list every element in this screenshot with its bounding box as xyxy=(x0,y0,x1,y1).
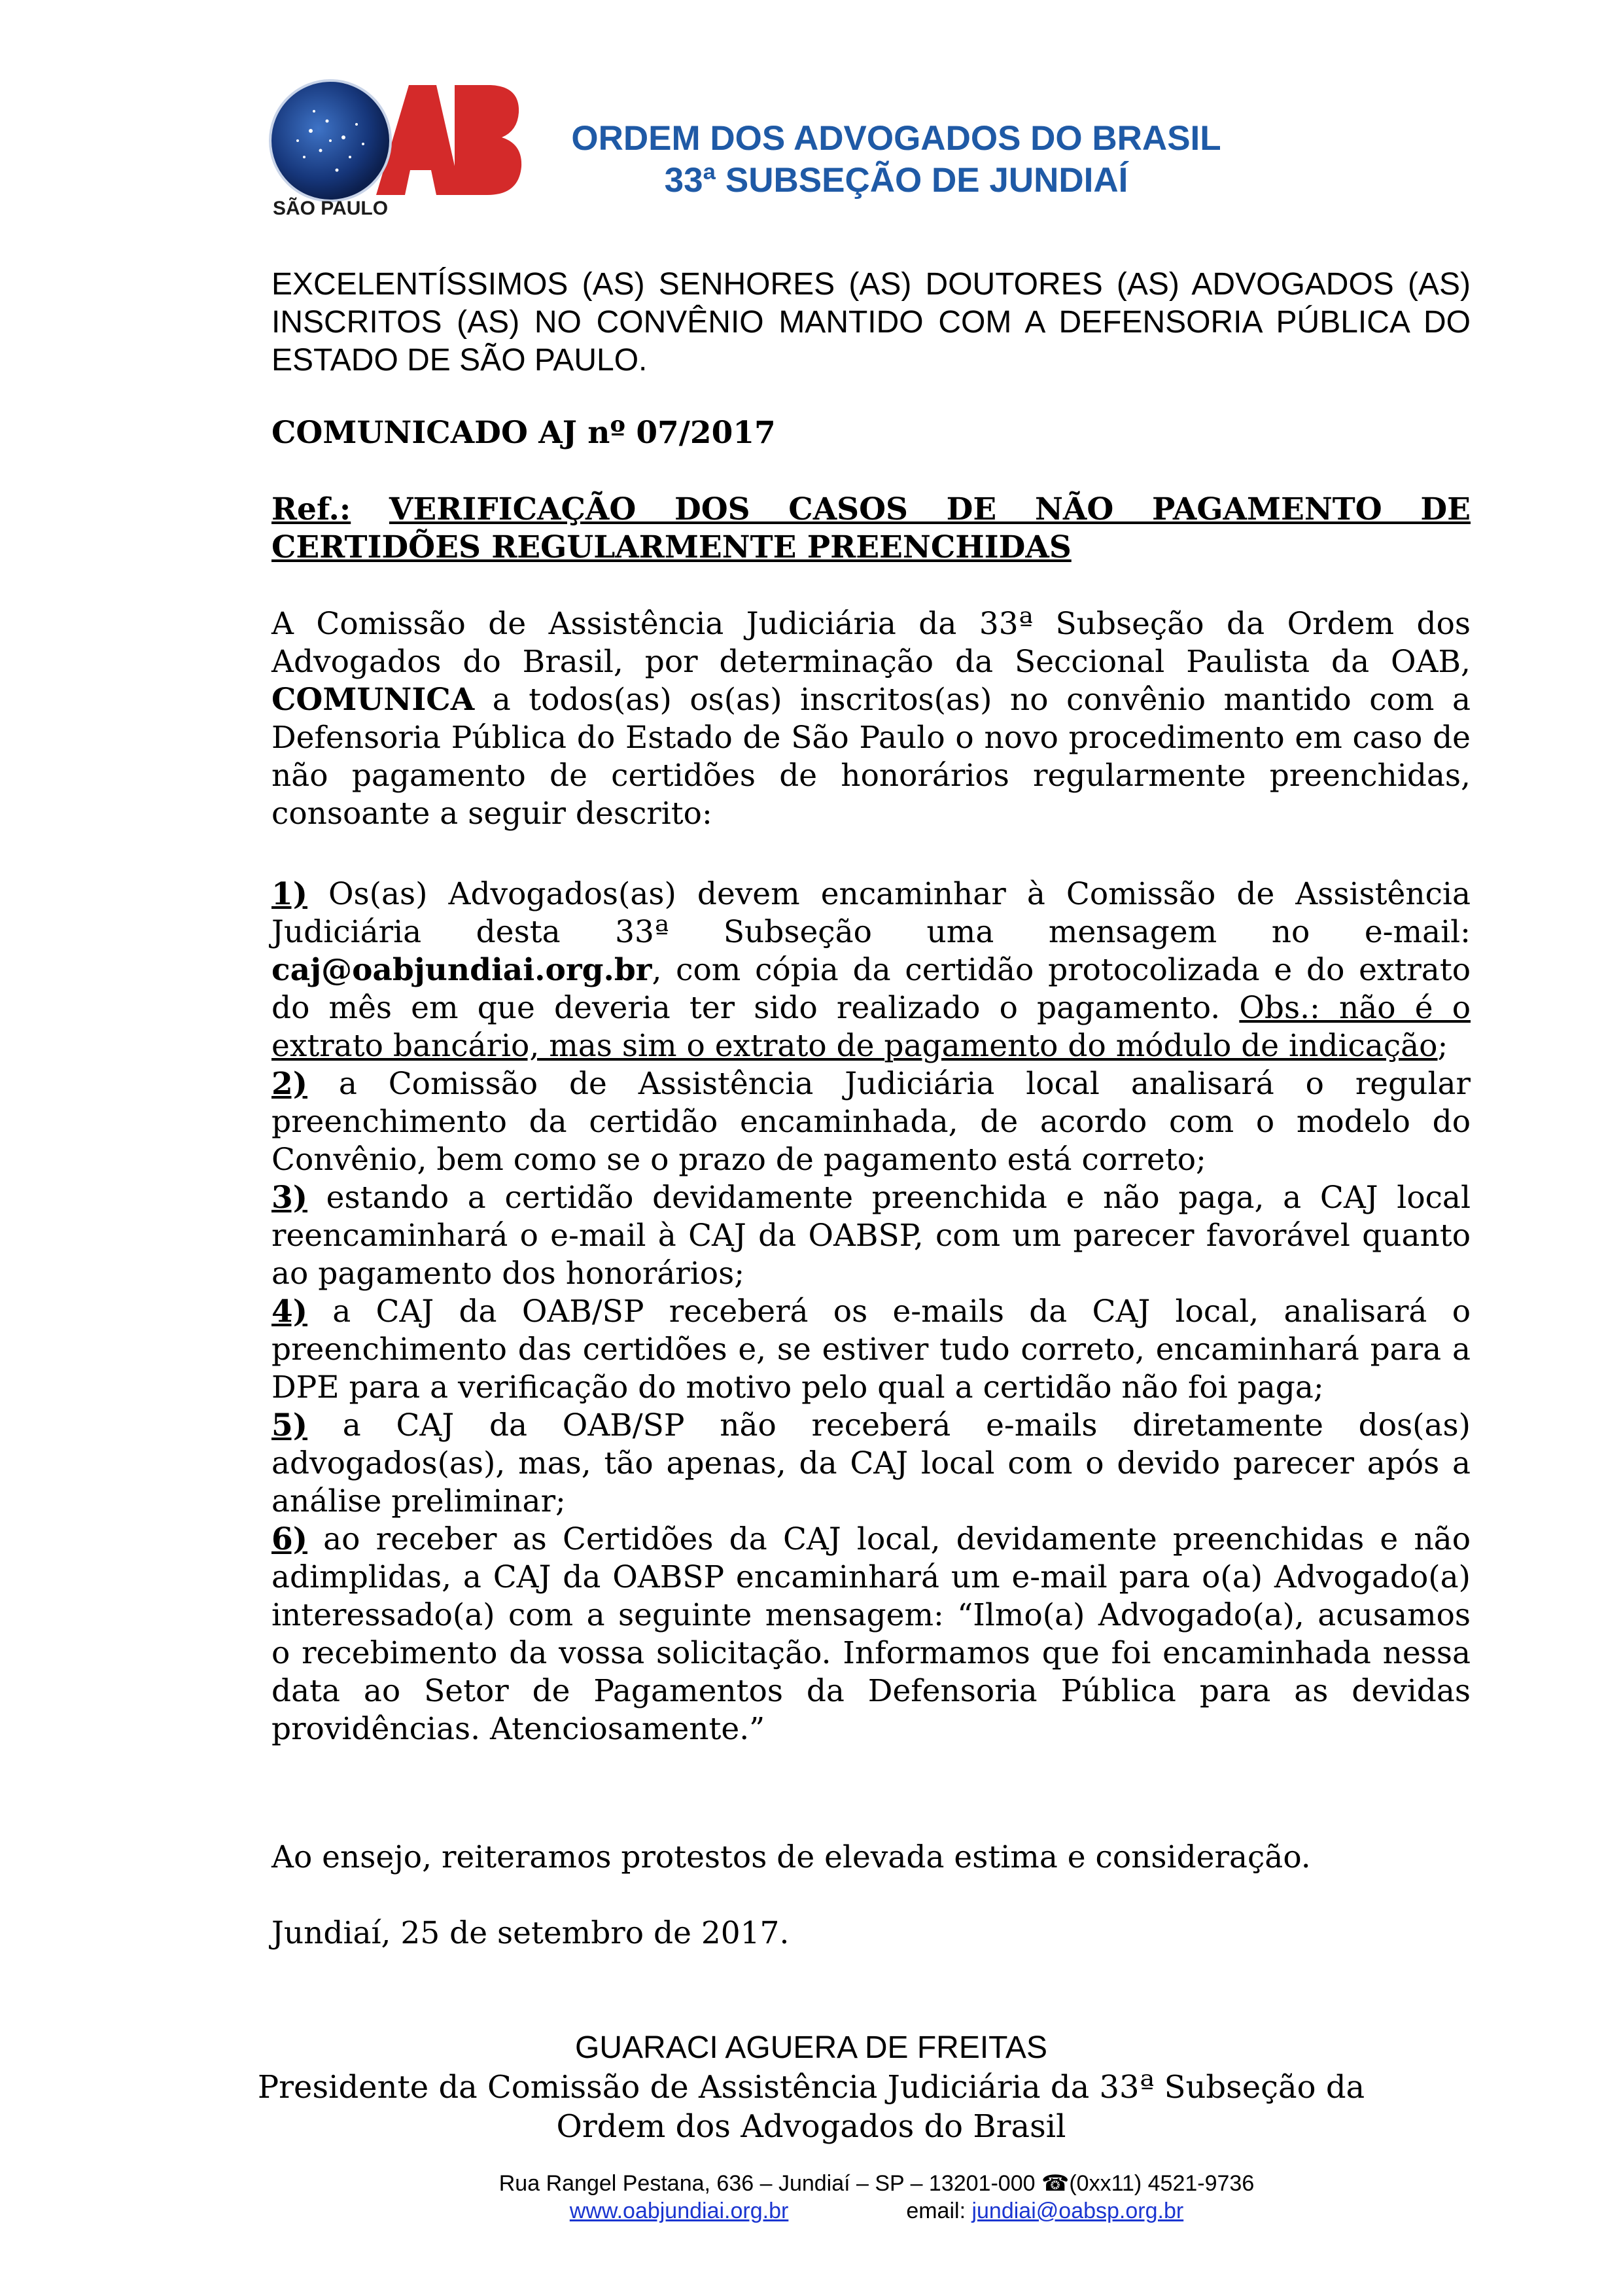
item-text: ao receber as Certidões da CAJ local, devidamente preenchidas e não adimplidas, a CAJ da OABSP encaminhará um e-mail para o(a) Advogado(a) interessado(a) com a seguinte mensagem: “Ilmo(a) Advogado(a), acusamos o recebimento da vossa solicitação. Informamos que foi encaminhada nessa data ao Setor de Pagamentos da Defensoria Pública para as devidas providências. Atenciosamente.” xyxy=(271,1521,1471,1747)
website-link[interactable]: www.oabjundiai.org.br xyxy=(569,2199,789,2223)
header-title-line2: 33ª SUBSEÇÃO DE JUNDIAÍ xyxy=(664,161,1128,200)
document-date: Jundiaí, 25 de setembro de 2017. xyxy=(271,1915,790,1951)
item-text: a Comissão de Assistência Judiciária local analisará o regular preenchimento da certidão encaminhada, de acordo com o modelo do Convênio, bem como se o prazo de pagamento está correto; xyxy=(271,1066,1471,1178)
signatory-role-line1: Presidente da Comissão de Assistência Judiciária da 33ª Subseção da xyxy=(257,2069,1365,2106)
item-text: ; xyxy=(1437,1028,1448,1064)
procedure-list xyxy=(271,875,1471,1748)
item-number: 5) xyxy=(271,1407,307,1443)
item-text: a CAJ da OAB/SP não receberá e-mails diretamente dos(as) advogados(as), mas, tão apenas, da CAJ local com o devido parecer após a análise preliminar; xyxy=(271,1407,1471,1519)
telephone-icon: ☎ xyxy=(1041,2171,1070,2196)
logo-caption: SÃO PAULO xyxy=(272,198,389,219)
footer-address: Rua Rangel Pestana, 636 – Jundiaí – SP – 13201-000 xyxy=(498,2171,1036,2196)
item-text: , com cópia da certidão protocolizada e do extrato do mês em que deveria ter sido realizado o pagamento. xyxy=(271,952,1471,1026)
item-number: 4) xyxy=(271,1294,307,1330)
reference-label: Ref.: xyxy=(271,491,351,527)
obs-note: Obs.: não é o extrato bancário, mas sim o extrato de pagamento do módulo de indicação xyxy=(271,990,1471,1064)
intro-part2: a todos(as) os(as) inscritos(as) no convênio mantido com a Defensoria Pública do Estado de São Paulo o novo procedimento em caso de não pagamento de certidões de honorários regularmente preenchidas, consoante a seguir descrito: xyxy=(271,682,1471,832)
email-link[interactable]: jundiai@oabsp.org.br xyxy=(971,2199,1184,2223)
procedure-item-6 xyxy=(271,1521,1471,1748)
header-title-line1: ORDEM DOS ADVOGADOS DO BRASIL xyxy=(571,119,1221,158)
item-text: a CAJ da OAB/SP receberá os e-mails da CAJ local, analisará o preenchimento das certidões e, se estiver tudo correto, encaminhará para a DPE para a verificação do motivo pelo qual a certidão não foi paga; xyxy=(271,1294,1471,1405)
reference-text: VERIFICAÇÃO DOS CASOS DE NÃO PAGAMENTO DE CERTIDÕES REGULARMENTE PREENCHIDAS xyxy=(271,491,1471,565)
procedure-item-2 xyxy=(271,1065,1471,1179)
footer-address-line xyxy=(393,2170,1361,2197)
procedure-item-3 xyxy=(271,1179,1471,1293)
footer xyxy=(393,2170,1361,2225)
email-label: email: xyxy=(906,2199,972,2223)
item-number: 2) xyxy=(271,1066,307,1102)
reference xyxy=(271,491,1471,567)
comunicado-number: COMUNICADO AJ nº 07/2017 xyxy=(271,415,776,451)
footer-links-line xyxy=(393,2197,1361,2225)
intro-paragraph xyxy=(271,605,1471,833)
item-number: 6) xyxy=(271,1521,307,1557)
oab-logo xyxy=(265,79,523,219)
intro-part1: A Comissão de Assistência Judiciária da 33ª Subseção da Ordem dos Advogados do Brasil, por determinação da Seccional Paulista da OAB, xyxy=(271,606,1471,680)
procedure-item-4 xyxy=(271,1293,1471,1407)
header-title xyxy=(569,118,1223,202)
procedure-item-5 xyxy=(271,1407,1471,1521)
signatory-name: GUARACI AGUERA DE FREITAS xyxy=(575,2030,1047,2065)
signature-block xyxy=(196,2028,1426,2146)
intro-bold: COMUNICA xyxy=(271,682,475,718)
item-text: Os(as) Advogados(as) devem encaminhar à Comissão de Assistência Judiciária desta 33ª Subseção uma mensagem no e-mail: xyxy=(271,876,1471,950)
closing-remark: Ao ensejo, reiteramos protestos de elevada estima e consideração. xyxy=(271,1839,1311,1875)
procedure-item-1 xyxy=(271,875,1471,1065)
item-number: 3) xyxy=(271,1180,307,1216)
salutation: EXCELENTÍSSIMOS (AS) SENHORES (AS) DOUTORES (AS) ADVOGADOS (AS) INSCRITOS (AS) NO CONVÊNIO MANTIDO COM A DEFENSORIA PÚBLICA DO ESTADO DE SÃO PAULO. xyxy=(271,267,1471,378)
signatory-role-line2: Ordem dos Advogados do Brasil xyxy=(556,2108,1066,2145)
caj-email[interactable]: caj@oabjundiai.org.br xyxy=(271,952,652,988)
footer-phone: (0xx11) 4521-9736 xyxy=(1069,2171,1255,2196)
item-number: 1) xyxy=(271,876,307,912)
item-text: estando a certidão devidamente preenchida e não paga, a CAJ local reencaminhará o e-mail à CAJ da OABSP, com um parecer favorável quanto ao pagamento dos honorários; xyxy=(271,1180,1471,1292)
